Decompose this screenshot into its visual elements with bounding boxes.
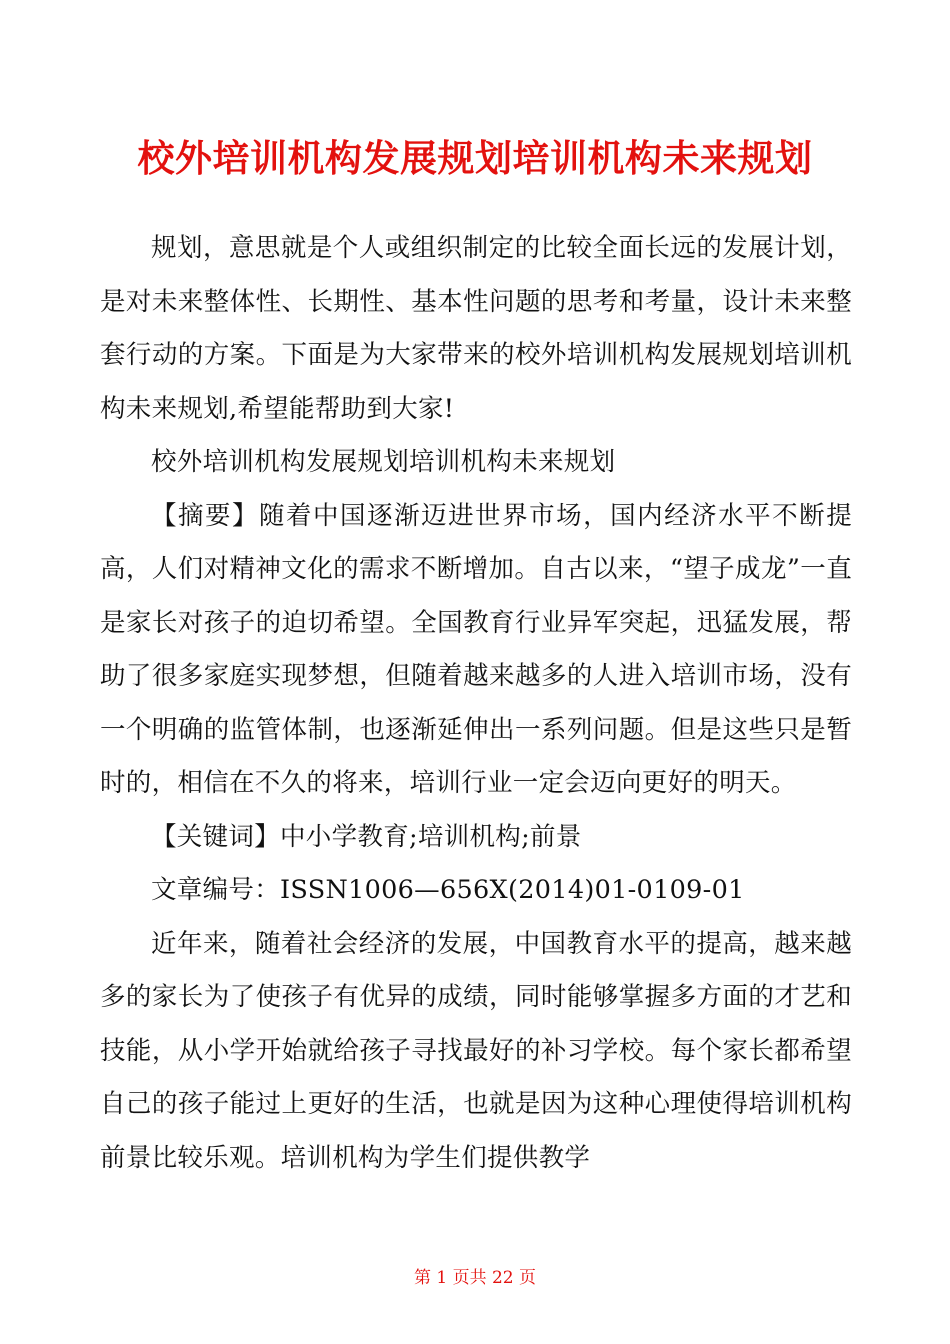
document-title: 校外培训机构发展规划培训机构未来规划 (137, 135, 813, 180)
document-body (100, 222, 852, 1185)
article-number-paragraph: 文章编号：ISSN1006—656X(2014)01-0109-01 (151, 875, 745, 905)
body-paragraph: 近年来，随着社会经济的发展，中国教育水平的提高，越来越多的家长为了使孩子有优异的成绩，同时能够掌握多方面的才艺和技能，从小学开始就给孩子寻找最好的补习学校。每个家长都希望自己的孩子能过上更好的生活，也就是因为这种心理使得培训机构前景比较乐观。培训机构为学生们提供教学 (100, 928, 852, 1173)
page-footer: 第 1 页共 22 页 (413, 1268, 537, 1288)
abstract-paragraph: 【摘要】随着中国逐渐迈进世界市场，国内经济水平不断提高，人们对精神文化的需求不断增加。自古以来，“望子成龙”一直是家长对孩子的迫切希望。全国教育行业异军突起，迅猛发展，帮助了很多家庭实现梦想，但随着越来越多的人进入培训市场，没有一个明确的监管体制，也逐渐延伸出一系列问题。但是这些只是暂时的，相信在不久的将来，培训行业一定会迈向更好的明天。 (100, 500, 852, 798)
intro-paragraph: 规划，意思就是个人或组织制定的比较全面长远的发展计划，是对未来整体性、长期性、基本性问题的思考和考量，设计未来整套行动的方案。下面是为大家带来的校外培训机构发展规划培训机构未来规划,希望能帮助到大家! (100, 233, 852, 424)
subtitle-paragraph: 校外培训机构发展规划培训机构未来规划 (151, 447, 616, 477)
keywords-paragraph: 【关键词】中小学教育;培训机构;前景 (151, 821, 582, 852)
